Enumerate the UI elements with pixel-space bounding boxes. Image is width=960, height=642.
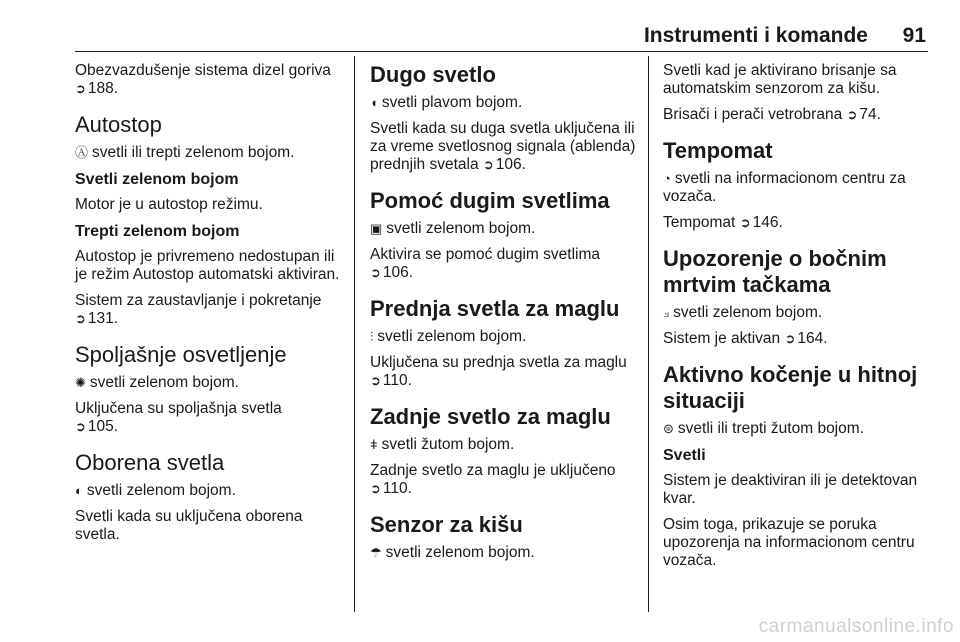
paragraph: ◐ svetli zelenom bojom.	[75, 482, 236, 499]
exterior-light-icon: ✺	[75, 375, 86, 390]
section-heading: Dugo svetlo	[370, 62, 496, 87]
paragraph: ◖ svetli plavom bojom.	[370, 94, 523, 111]
page-reference[interactable]: 164.	[797, 330, 828, 347]
subsection-heading: Svetli	[663, 447, 706, 464]
section-heading: Tempomat	[663, 138, 773, 163]
page-reference[interactable]: 146.	[752, 214, 783, 231]
paragraph: ◔ svetli na informacionom centru za vozača.	[663, 170, 906, 205]
subsection-heading: Svetli zelenom bojom	[75, 171, 239, 188]
paragraph: Tempomat ➲ 146.	[663, 214, 783, 231]
cruise-control-icon: ◔	[663, 171, 671, 186]
paragraph: Motor je u autostop režimu.	[75, 196, 263, 213]
paragraph: Sistem je deaktiviran ili je detektovan kvar.	[663, 472, 918, 507]
reference-arrow-icon: ➲	[75, 419, 86, 434]
reference-arrow-icon: ➲	[75, 311, 86, 326]
watermark: carmanualsonline.info	[758, 616, 954, 637]
column-3	[663, 62, 933, 578]
paragraph: Sistem za zaustavljanje i pokretanje ➲ 131.	[75, 292, 322, 327]
reference-arrow-icon: ➲	[75, 81, 86, 96]
emergency-braking-icon: ⊜	[663, 421, 674, 436]
page-reference[interactable]: 74.	[859, 106, 881, 123]
section-heading: Aktivno kočenje u hitnoj situaciji	[663, 362, 918, 413]
column-2	[370, 62, 640, 570]
paragraph: ⊜ svetli ili trepti žutom bojom.	[663, 420, 864, 437]
blind-spot-icon: ⟓	[663, 305, 670, 320]
page-header	[75, 0, 928, 52]
paragraph: ☂ svetli zelenom bojom.	[370, 544, 535, 561]
page-reference[interactable]: 110.	[382, 372, 412, 389]
subsection-heading: Trepti zelenom bojom	[75, 223, 240, 240]
reference-arrow-icon: ➲	[482, 157, 494, 172]
section-heading: Pomoć dugim svetlima	[370, 188, 610, 213]
high-beam-assist-icon: ▣	[370, 221, 383, 236]
paragraph: Zadnje svetlo za maglu je uključeno ➲ 110.	[370, 462, 616, 497]
column-divider	[354, 56, 355, 612]
section-heading: Spoljašnje osvetljenje	[75, 342, 287, 367]
column-divider	[648, 56, 649, 612]
reference-arrow-icon: ➲	[784, 331, 796, 346]
section-heading: Autostop	[75, 112, 162, 137]
header-title: Instrumenti i komande	[643, 24, 868, 47]
paragraph: Uključena su prednja svetla za maglu ➲ 110.	[370, 354, 627, 389]
paragraph: Autostop je privremeno nedostupan ili je režim Autostop automatski aktiviran.	[75, 248, 340, 283]
reference-arrow-icon: ➲	[846, 107, 858, 122]
page-reference[interactable]: 105.	[87, 418, 119, 435]
reference-arrow-icon: ➲	[370, 481, 381, 496]
autostop-icon: Ⓐ	[75, 145, 89, 160]
rain-sensor-icon: ☂	[370, 545, 382, 560]
page-reference[interactable]: 110.	[382, 480, 412, 497]
paragraph: Aktivira se pomoć dugim svetlima ➲ 106.	[370, 246, 600, 281]
paragraph: Svetli kad je aktivirano brisanje sa automatskim senzorom za kišu.	[663, 62, 897, 97]
section-heading: Zadnje svetlo za maglu	[370, 404, 611, 429]
paragraph: ǂ svetli žutom bojom.	[370, 436, 515, 453]
low-beam-icon: ◐	[75, 483, 83, 498]
paragraph: Svetli kada su uključena oborena svetla.	[75, 508, 303, 543]
section-heading: Upozorenje o bočnim mrtvim tačkama	[663, 246, 887, 297]
section-heading: Prednja svetla za maglu	[370, 296, 620, 321]
reference-arrow-icon: ➲	[370, 265, 381, 280]
column-1	[75, 62, 345, 552]
paragraph: ✺ svetli zelenom bojom.	[75, 374, 239, 391]
page-reference[interactable]: 106.	[382, 264, 414, 281]
paragraph: Ⓐ svetli ili trepti zelenom bojom.	[75, 144, 295, 161]
page-number: 91	[902, 24, 926, 47]
front-fog-light-icon: ⫶	[370, 329, 374, 344]
paragraph: ⟓ svetli zelenom bojom.	[663, 304, 823, 321]
rear-fog-light-icon: ǂ	[370, 437, 378, 452]
paragraph: Osim toga, prikazuje se poruka upozorenja na informacionom centru vozača.	[663, 516, 915, 569]
paragraph: Obezvazdušenje sistema dizel goriva ➲ 188.	[75, 62, 331, 97]
page-reference[interactable]: 106.	[495, 156, 526, 173]
paragraph: Sistem je aktivan ➲ 164.	[663, 330, 828, 347]
reference-arrow-icon: ➲	[370, 373, 381, 388]
paragraph: Svetli kada su duga svetla uključena ili za vreme svetlosnog signala (ablenda) prednjih svetala ➲ 106.	[370, 120, 636, 173]
section-heading: Senzor za kišu	[370, 512, 523, 537]
paragraph: ⫶ svetli zelenom bojom.	[370, 328, 527, 345]
paragraph: Uključena su spoljašnja svetla ➲ 105.	[75, 400, 282, 435]
reference-arrow-icon: ➲	[739, 215, 751, 230]
section-heading: Oborena svetla	[75, 450, 225, 475]
high-beam-icon: ◖	[370, 95, 378, 110]
paragraph: Brisači i perači vetrobrana ➲ 74.	[663, 106, 881, 123]
page-reference[interactable]: 131.	[87, 310, 119, 327]
paragraph: ▣ svetli zelenom bojom.	[370, 220, 536, 237]
page-reference[interactable]: 188.	[87, 80, 119, 97]
